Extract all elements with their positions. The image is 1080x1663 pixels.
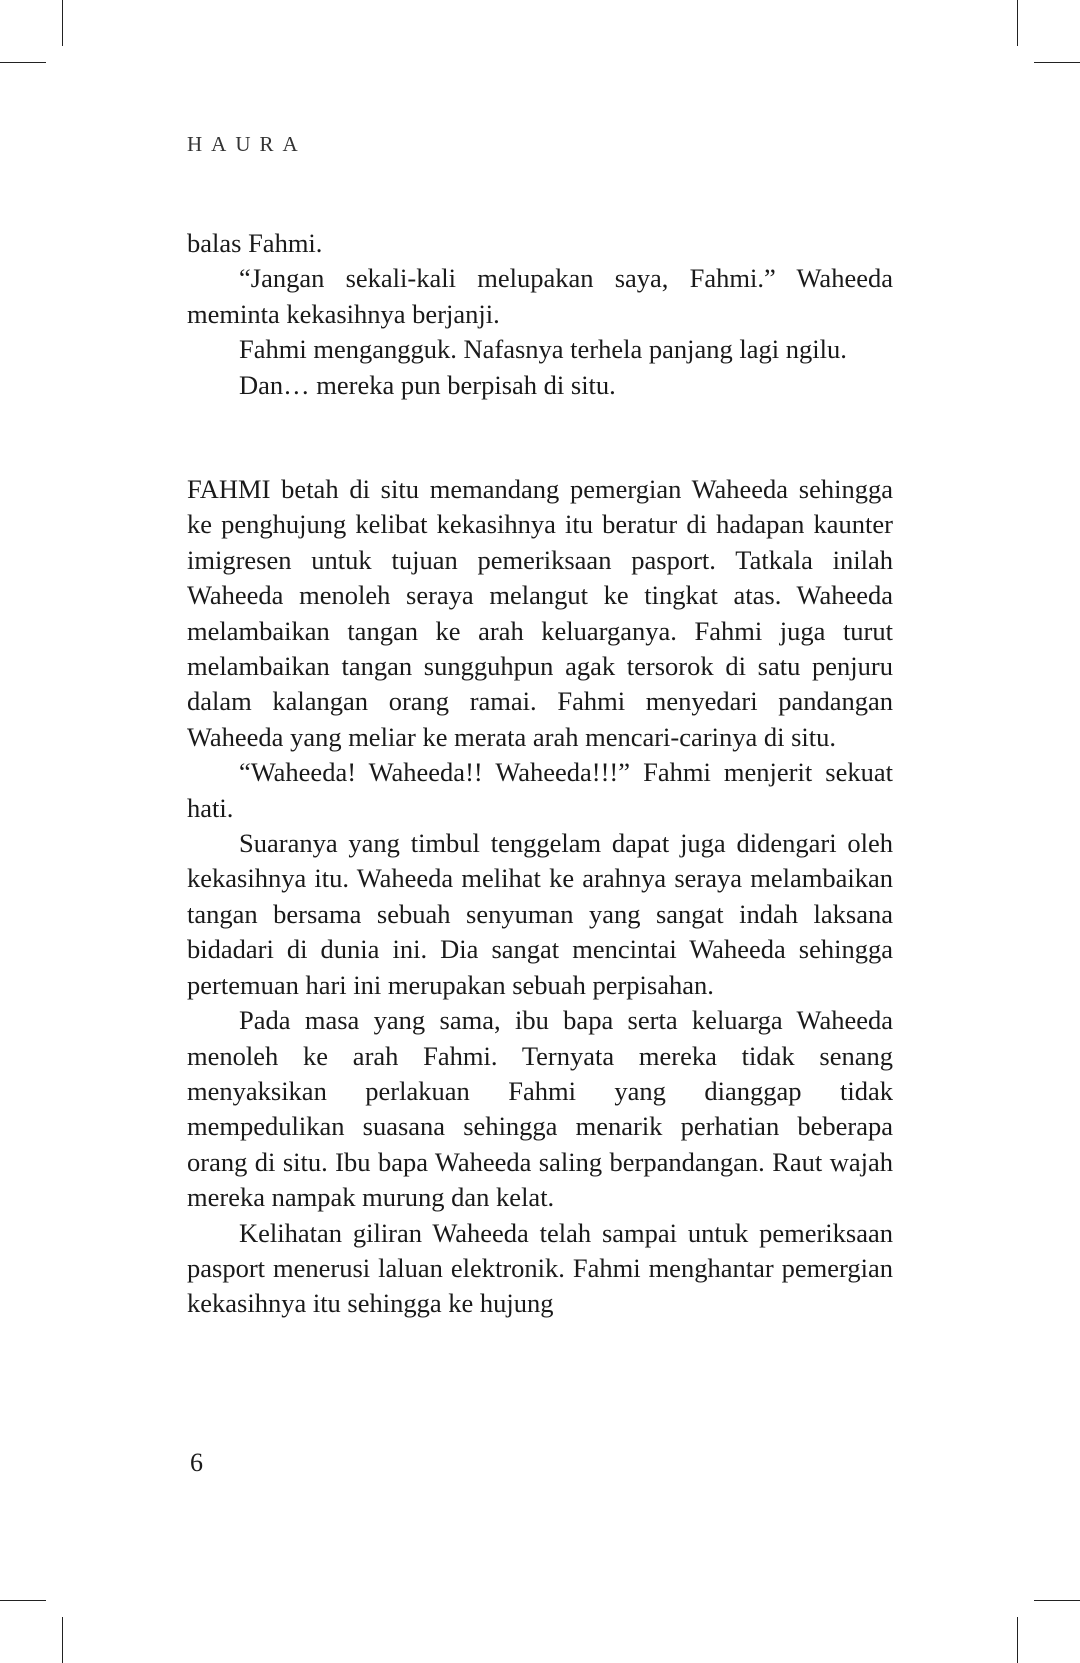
crop-mark-bottom-right-vertical [1017,1617,1018,1663]
section-1 [187,226,893,403]
crop-mark-top-right-vertical [1017,0,1018,46]
running-header: HAURA [187,132,307,156]
paragraph: Dan… mereka pun berpisah di situ. [239,369,616,400]
section-2 [187,472,893,1322]
paragraph: FAHMI betah di situ memandang pemergian Waheeda sehingga ke penghujung kelibat kekasihnya itu beratur di hadapan kaunter imigresen untuk tujuan pemeriksaan pasport. Tatkala inilah Waheeda menoleh seraya melangut ke tingkat atas. Waheeda melambaikan tangan ke arah keluarganya. Fahmi juga turut melambaikan tangan sungguhpun agak tersorok di satu penjuru dalam kalangan orang ramai. Fahmi menyedari pandangan Waheeda yang meliar ke merata arah mencari-carinya di situ. [187,474,893,752]
paragraph: Suaranya yang timbul tenggelam dapat juga didengari oleh kekasihnya itu. Waheeda melihat ke arahnya seraya melambaikan tangan bersama sebuah senyuman yang sangat indah laksana bidadari di dunia ini. Dia sangat mencintai Waheeda sehingga pertemuan hari ini merupakan sebuah perpisahan. [187,828,893,1000]
paragraph: Fahmi mengangguk. Nafasnya terhela panjang lagi ngilu. [239,334,847,365]
crop-mark-top-left-vertical [62,0,63,46]
crop-mark-top-left-horizontal [0,62,46,63]
paragraph: balas Fahmi. [187,228,323,258]
page-number: 6 [190,1448,203,1477]
paragraph: Pada masa yang sama, ibu bapa serta keluarga Waheeda menoleh ke arah Fahmi. Ternyata mereka tidak senang menyaksikan perlakuan Fahmi yang dianggap tidak mempedulikan suasana sehingga menarik perhatian beberapa orang di situ. Ibu bapa Waheeda saling berpandangan. Raut wajah mereka nampak murung dan kelat. [187,1005,893,1213]
crop-mark-bottom-left-horizontal [0,1600,46,1601]
paragraph: Kelihatan giliran Waheeda telah sampai untuk pemeriksaan pasport menerusi laluan elektronik. Fahmi menghantar pemergian kekasihnya itu sehingga ke hujung [187,1217,893,1319]
crop-mark-bottom-left-vertical [62,1617,63,1663]
crop-mark-bottom-right-horizontal [1034,1600,1080,1601]
paragraph: “Waheeda! Waheeda!! Waheeda!!!” Fahmi menjerit sekuat hati. [187,757,893,823]
paragraph: “Jangan sekali-kali melupakan saya, Fahmi.” Waheeda meminta kekasihnya berjanji. [187,263,893,329]
crop-mark-top-right-horizontal [1034,62,1080,63]
